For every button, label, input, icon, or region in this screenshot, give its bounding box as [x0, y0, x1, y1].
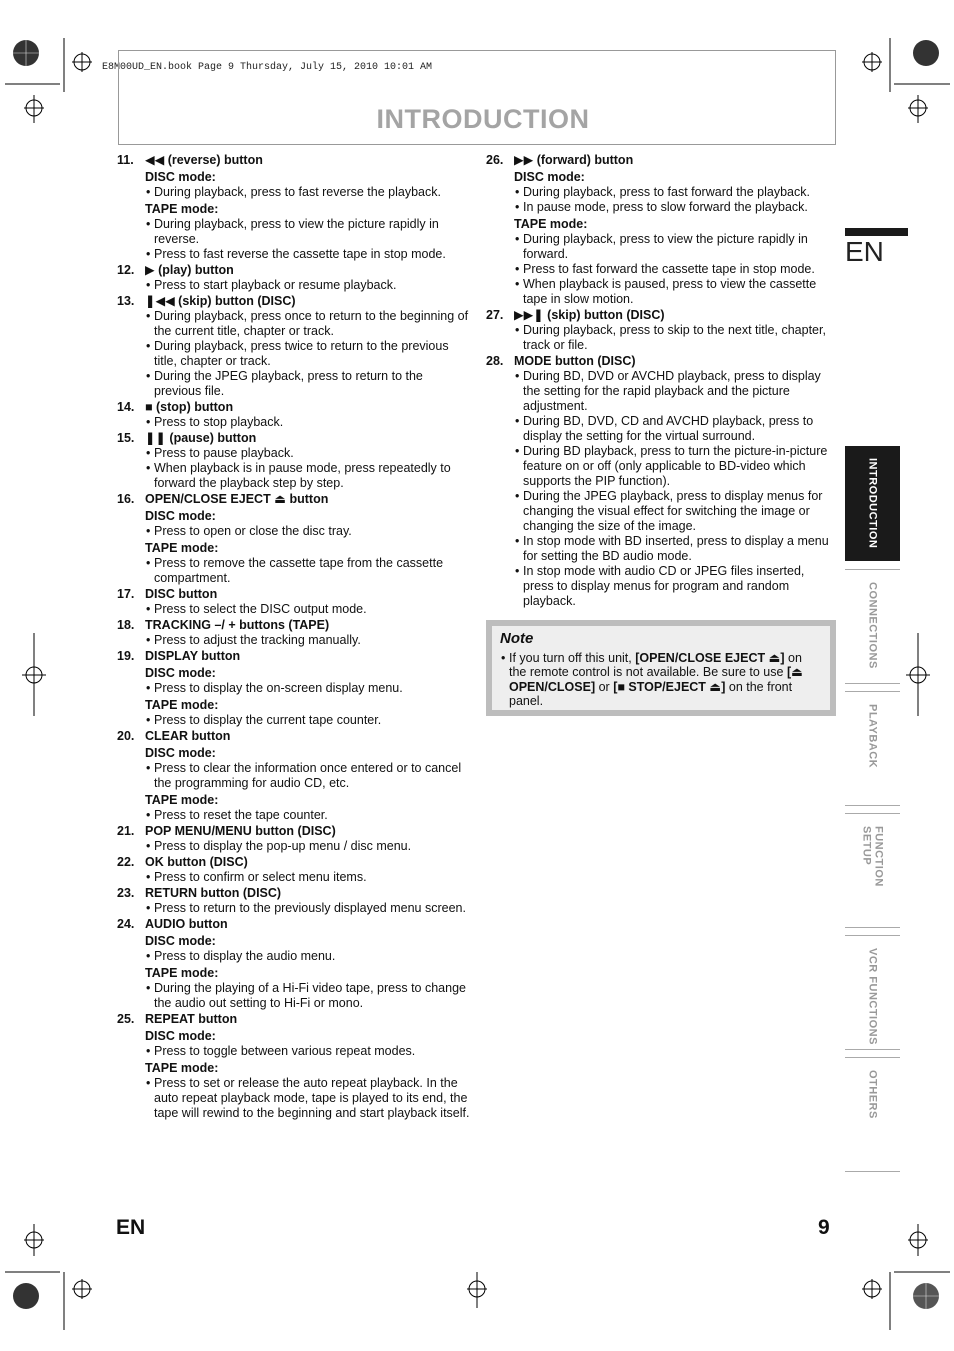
item-number: 22. [117, 855, 135, 869]
tab-playback[interactable] [845, 691, 900, 806]
item-heading [117, 618, 472, 633]
item-heading [117, 431, 472, 446]
list-item [117, 263, 472, 293]
item-label: DISC button [145, 587, 218, 601]
item-number: 24. [117, 917, 135, 931]
item-label: MODE button (DISC) [514, 354, 636, 368]
mode-subheading: DISC mode: [145, 746, 216, 760]
list-item [117, 886, 472, 916]
item-number: 12. [117, 263, 135, 277]
bullet-text: • Press to adjust the tracking manually. [117, 633, 472, 648]
item-heading [117, 587, 472, 602]
mode-subheading: DISC mode: [145, 934, 216, 948]
note-title: Note [500, 630, 534, 647]
bullet-text: • Press to stop playback. [117, 415, 472, 430]
bullet-text: • During BD playback, press to turn the picture-in-picture feature on or off (only applicable to BD-video which supports the PIP function). [486, 444, 838, 489]
mode-subheading: TAPE mode: [145, 793, 219, 807]
list-item [117, 917, 472, 1011]
bullet-text: • Press to open or close the disc tray. [117, 524, 472, 539]
item-heading [117, 153, 472, 168]
bullet-text: • During playback, press to skip to the next title, chapter, track or file. [486, 323, 838, 353]
item-heading [117, 917, 472, 932]
item-label: ■ (stop) button [145, 400, 234, 414]
bullet-text: • Press to pause playback. [117, 446, 472, 461]
item-label: OK button (DISC) [145, 855, 248, 869]
bullet-text: • Press to clear the information once entered or to cancel the programming for audio CD, etc. [117, 761, 472, 791]
list-item [117, 855, 472, 885]
footer-language: EN [116, 1216, 146, 1239]
mode-subheading: DISC mode: [145, 170, 216, 184]
tab-label: VCR FUNCTIONS [866, 948, 879, 1045]
tab-function-setup[interactable] [845, 813, 900, 928]
bullet-text: • Press to display the on-screen display menu. [117, 681, 472, 696]
bullet-text: • In stop mode with BD inserted, press to display a menu for setting the BD audio mode. [486, 534, 838, 564]
bullet-text: • Press to set or release the auto repeat playback. In the auto repeat playback mode, tape is played to its end, the tape will rewind to the beginning and start playback itself. [117, 1076, 472, 1121]
item-heading [117, 855, 472, 870]
item-label: ❚◀◀ (skip) button (DISC) [145, 294, 296, 308]
list-item [486, 354, 838, 609]
list-item [117, 649, 472, 728]
item-number: 18. [117, 618, 135, 632]
list-item [117, 400, 472, 430]
right-column [486, 152, 838, 609]
bullet-text: • During BD, DVD or AVCHD playback, press to display the setting for the rapid playback and the picture adjustment. [486, 369, 838, 414]
item-number: 14. [117, 400, 135, 414]
bullet-text: • Press to display the audio menu. [117, 949, 472, 964]
item-number: 19. [117, 649, 135, 663]
bullet-text: • Press to fast forward the cassette tape in stop mode. [486, 262, 838, 277]
item-label: TRACKING –/ + buttons (TAPE) [145, 618, 330, 632]
mode-subheading: TAPE mode: [145, 541, 219, 555]
item-label: ❚❚ (pause) button [145, 431, 257, 445]
language-tab: EN [845, 236, 884, 267]
list-item [117, 153, 472, 262]
bullet-text: • When playback is in pause mode, press repeatedly to forward the playback step by step. [117, 461, 472, 491]
section-title: INTRODUCTION [376, 104, 590, 134]
tab-label: PLAYBACK [866, 704, 879, 769]
bullet-text: • During the playing of a Hi-Fi video tape, press to change the audio out setting to Hi-Fi or mono. [117, 981, 472, 1011]
bullet-text: • In stop mode with audio CD or JPEG files inserted, press to display menus for program and random playback. [486, 564, 838, 609]
item-label: ▶▶ (forward) button [514, 153, 634, 167]
bullet-text: • In pause mode, press to slow forward the playback. [486, 200, 838, 215]
bullet-text: • When playback is paused, press to view the cassette tape in slow motion. [486, 277, 838, 307]
tab-label: CONNECTIONS [866, 582, 879, 669]
item-number: 16. [117, 492, 135, 506]
mode-subheading: TAPE mode: [145, 698, 219, 712]
item-number: 26. [486, 153, 504, 167]
item-label: OPEN/CLOSE EJECT ⏏ button [145, 492, 329, 506]
item-heading [486, 308, 838, 323]
list-item [486, 153, 838, 307]
mode-subheading: DISC mode: [145, 1029, 216, 1043]
list-item [117, 587, 472, 617]
mode-subheading: DISC mode: [514, 170, 585, 184]
item-number: 21. [117, 824, 135, 838]
list-item [117, 492, 472, 586]
mode-subheading: DISC mode: [145, 509, 216, 523]
item-label: CLEAR button [145, 729, 231, 743]
list-item [117, 824, 472, 854]
item-number: 15. [117, 431, 135, 445]
bullet-text: • During the JPEG playback, press to return to the previous file. [117, 369, 472, 399]
bullet-text: • Press to reset the tape counter. [117, 808, 472, 823]
bullet-text: • Press to select the DISC output mode. [117, 602, 472, 617]
bullet-text: • Press to start playback or resume playback. [117, 278, 472, 293]
item-number: 13. [117, 294, 135, 308]
bullet-text: • During playback, press to view the picture rapidly in forward. [486, 232, 838, 262]
item-label: AUDIO button [145, 917, 228, 931]
list-item [486, 308, 838, 353]
mode-subheading: TAPE mode: [145, 202, 219, 216]
item-label: ▶▶❚ (skip) button (DISC) [514, 308, 665, 322]
item-number: 17. [117, 587, 135, 601]
item-number: 20. [117, 729, 135, 743]
item-number: 27. [486, 308, 504, 322]
tab-label: FUNCTION SETUP [860, 826, 885, 887]
bullet-text: • Press to display the pop-up menu / disc menu. [117, 839, 472, 854]
bullet-text: • Press to toggle between various repeat modes. [117, 1044, 472, 1059]
mode-subheading: TAPE mode: [145, 966, 219, 980]
item-heading [117, 1012, 472, 1027]
language-tab-bar [845, 228, 908, 236]
note-text: • If you turn off this unit, [OPEN/CLOSE EJECT ⏏] on the remote control is not available. Be sure to use [⏏ OPEN/CLOSE] or [■ STOP/EJECT ⏏] on the front panel. [500, 651, 822, 709]
tab-label: INTRODUCTION [866, 458, 879, 549]
mode-subheading: DISC mode: [145, 666, 216, 680]
bullet-text: • During BD, DVD, CD and AVCHD playback, press to display the setting for the virtual surround. [486, 414, 838, 444]
list-item [117, 1012, 472, 1121]
item-number: 28. [486, 354, 504, 368]
bullet-text: • During playback, press twice to return to the previous title, chapter or track. [117, 339, 472, 369]
tab-vcr-functions[interactable] [845, 935, 900, 1050]
list-item [117, 294, 472, 399]
item-heading [117, 263, 472, 278]
item-label: DISPLAY button [145, 649, 241, 663]
item-label: POP MENU/MENU button (DISC) [145, 824, 336, 838]
item-heading [486, 153, 838, 168]
mode-subheading: TAPE mode: [514, 217, 588, 231]
print-header: E8M00UD_EN.book Page 9 Thursday, July 15, 2010 10:01 AM [102, 62, 433, 73]
bullet-text: • Press to return to the previously displayed menu screen. [117, 901, 472, 916]
left-column [117, 152, 472, 1121]
bullet-text: • Press to confirm or select menu items. [117, 870, 472, 885]
list-item [117, 729, 472, 823]
bullet-text: • During playback, press to view the picture rapidly in reverse. [117, 217, 472, 247]
item-heading [117, 729, 472, 744]
item-heading [117, 886, 472, 901]
item-number: 11. [117, 153, 134, 167]
item-heading [486, 354, 838, 369]
item-heading [117, 400, 472, 415]
page-number: 9 [818, 1216, 830, 1239]
list-item [117, 618, 472, 648]
item-heading [117, 824, 472, 839]
mode-subheading: TAPE mode: [145, 1061, 219, 1075]
item-heading [117, 492, 472, 507]
tab-label: OTHERS [866, 1070, 879, 1119]
bullet-text: • Press to display the current tape counter. [117, 713, 472, 728]
bullet-text: • Press to remove the cassette tape from the cassette compartment. [117, 556, 472, 586]
item-heading [117, 649, 472, 664]
item-label: ◀◀ (reverse) button [145, 153, 263, 167]
item-heading [117, 294, 472, 309]
item-label: ▶ (play) button [145, 263, 234, 277]
bullet-text: • During the JPEG playback, press to display menus for changing the visual effect for switching the image or changing the size of the image. [486, 489, 838, 534]
bullet-text: • During playback, press once to return to the beginning of the current title, chapter or track. [117, 309, 472, 339]
item-number: 25. [117, 1012, 135, 1026]
bullet-text: • Press to fast reverse the cassette tape in stop mode. [117, 247, 472, 262]
note-box [486, 620, 836, 716]
tab-introduction[interactable] [845, 446, 900, 561]
list-item [117, 431, 472, 491]
item-label: RETURN button (DISC) [145, 886, 282, 900]
tab-connections[interactable] [845, 569, 900, 684]
bullet-text: • During playback, press to fast reverse the playback. [117, 185, 472, 200]
item-number: 23. [117, 886, 135, 900]
item-label: REPEAT button [145, 1012, 238, 1026]
tab-others[interactable] [845, 1057, 900, 1172]
bullet-text: • During playback, press to fast forward the playback. [486, 185, 838, 200]
